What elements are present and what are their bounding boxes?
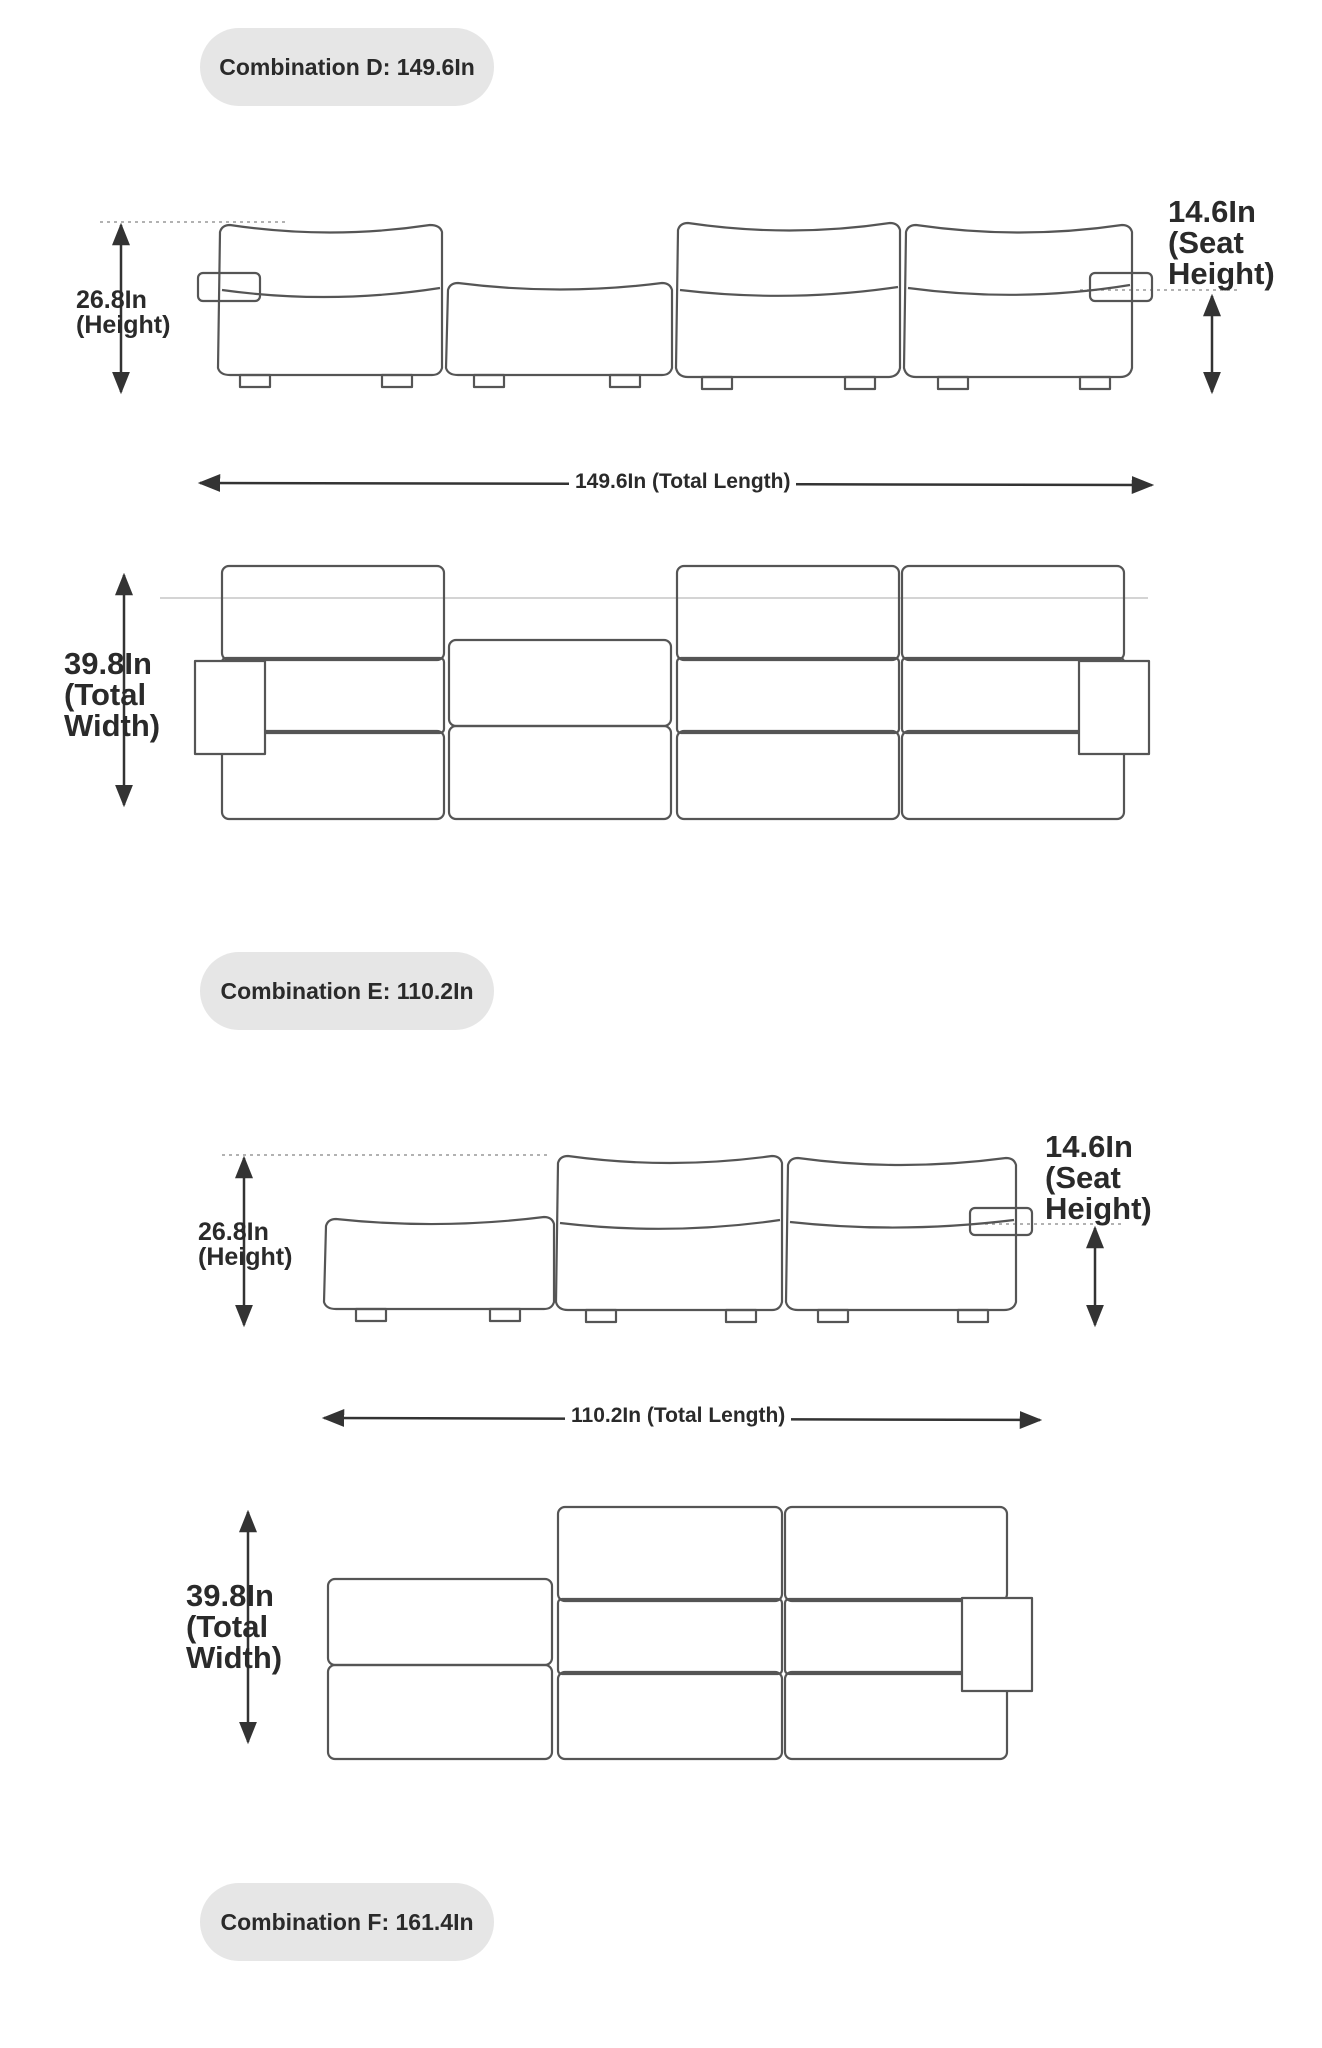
combination-d-seat-height-label [1168,196,1275,289]
combination-d-top-view [124,566,1149,819]
total-width-note: (Total [64,677,147,712]
combination-e-total-width-label [186,1580,282,1673]
combination-e-title: Combination E: 110.2In [200,952,494,1030]
combination-e-total-length-label: 110.2In (Total Length) [565,1404,791,1428]
total-width-value: 39.8In [64,646,152,681]
combination-f-title: Combination F: 161.4In [200,1883,494,1961]
height-note: (Height) [76,311,171,339]
combination-e-seat-height-label [1045,1131,1152,1224]
combination-d-total-width-label [64,648,160,741]
seat-height-note: (Seat [1045,1160,1121,1195]
combination-d-height-label [76,288,170,338]
combination-e-top-view [248,1507,1032,1759]
combination-d-side-view [100,222,1240,485]
total-width-value: 39.8In [186,1578,274,1613]
total-width-note: (Total [186,1609,269,1644]
combination-d-total-length-label: 149.6In (Total Length) [569,470,796,494]
height-value: 26.8In [198,1218,269,1246]
seat-height-note: (Seat [1168,225,1244,260]
seat-height-note: Height) [1168,256,1275,291]
height-value: 26.8In [76,286,147,314]
combination-e-height-label [198,1220,292,1270]
total-width-note: Width) [64,708,161,743]
height-note: (Height) [198,1243,293,1271]
combination-e-side-view [222,1155,1125,1420]
seat-height-note: Height) [1045,1191,1152,1226]
seat-height-value: 14.6In [1045,1129,1133,1164]
total-width-note: Width) [186,1640,283,1675]
seat-height-value: 14.6In [1168,194,1256,229]
combination-d-title: Combination D: 149.6In [200,28,494,106]
